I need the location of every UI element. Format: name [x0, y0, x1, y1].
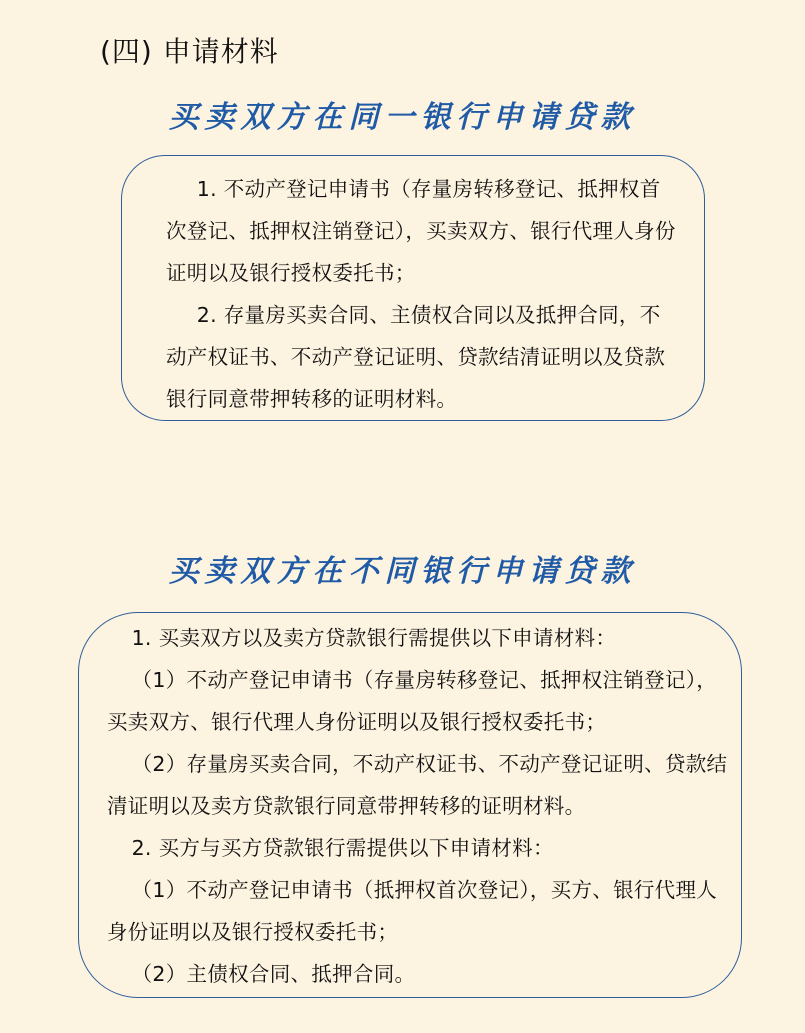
section-title: (四) 申请材料 [100, 35, 279, 68]
different-bank-buyer-heading: 2. 买方与买方贷款银行需提供以下申请材料： [131, 836, 554, 860]
different-bank-buyer-item-2: （2）主债权合同、抵押合同。 [131, 962, 416, 986]
same-bank-item-1: 1. 不动产登记申请书（存量房转移登记、抵押权首次登记、抵押权注销登记），买卖双方、银行代理人身份证明以及银行授权委托书； [166, 177, 676, 285]
same-bank-item-2: 2. 存量房买卖合同、主债权合同以及抵押合同，不动产权证书、不动产登记证明、贷款结清证明以及贷款银行同意带押转移的证明材料。 [166, 303, 666, 411]
different-bank-materials-box [78, 612, 742, 998]
different-bank-seller-heading: 1. 买卖双方以及卖方贷款银行需提供以下申请材料： [131, 626, 617, 650]
different-bank-buyer-item-1: （1）不动产登记申请书（抵押权首次登记），买方、银行代理人身份证明以及银行授权委托书； [107, 878, 718, 944]
different-bank-heading: 买卖双方在不同银行申请贷款 [168, 554, 637, 589]
different-bank-seller-item-2: （2）存量房买卖合同，不动产权证书、不动产登记证明、贷款结清证明以及卖方贷款银行同意带押转移的证明材料。 [107, 752, 728, 818]
different-bank-seller-item-1: （1）不动产登记申请书（存量房转移登记、抵押权注销登记），买卖双方、银行代理人身份证明以及银行授权委托书； [107, 668, 718, 734]
same-bank-heading: 买卖双方在同一银行申请贷款 [168, 100, 637, 135]
same-bank-materials-box [121, 155, 705, 421]
